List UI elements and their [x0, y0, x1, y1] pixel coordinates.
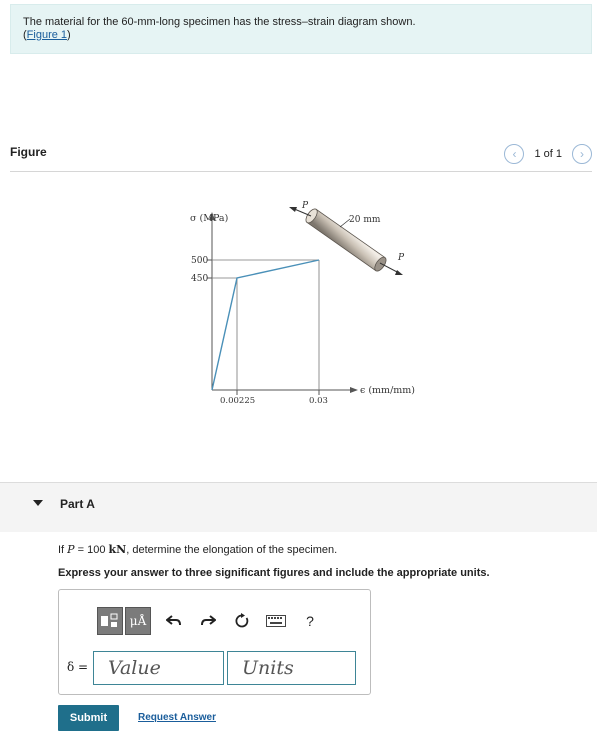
chevron-left-icon[interactable]: ‹ — [504, 144, 524, 164]
undo-icon[interactable] — [163, 610, 185, 632]
load-arrowhead-top — [289, 207, 297, 212]
value-input[interactable]: Value — [93, 651, 224, 685]
keyboard-icon[interactable] — [265, 610, 287, 632]
load-arrowhead-bottom — [395, 270, 403, 275]
diameter-label: 20 mm — [349, 215, 381, 225]
help-icon[interactable]: ? — [306, 613, 314, 629]
figure-diagram — [0, 172, 597, 472]
request-answer-link[interactable]: Request Answer — [138, 712, 216, 723]
figure-header — [10, 144, 592, 172]
problem-statement — [10, 4, 592, 54]
instruction-text: Express your answer to three significant figures and include the appropriate units. — [58, 567, 490, 579]
x-tick-label-003: 0.03 — [309, 396, 328, 406]
x-axis-label: ϵ (mm/mm) — [360, 385, 415, 396]
figure-link[interactable]: Figure 1 — [26, 29, 68, 41]
answer-box — [58, 589, 371, 695]
answer-toolbar — [97, 607, 321, 635]
chevron-right-icon[interactable]: › — [572, 144, 592, 164]
units-input[interactable]: Units — [227, 651, 356, 685]
units-icon[interactable]: μÅ — [125, 607, 151, 635]
templates-icon[interactable] — [97, 607, 123, 635]
y-axis-label: σ (MPa) — [190, 213, 229, 224]
y-tick-label-450: 450 — [191, 274, 209, 284]
part-title: Part A — [60, 497, 95, 511]
load-label-bottom: P — [398, 253, 405, 263]
stress-strain-curve — [212, 260, 319, 390]
figure-link-line: (Figure 1) — [23, 29, 71, 41]
figure-pager — [504, 144, 592, 164]
load-label-top: P — [302, 201, 309, 211]
specimen-cylinder — [289, 207, 403, 275]
submit-button[interactable]: Submit — [58, 705, 119, 731]
answer-symbol: δ = — [67, 660, 89, 674]
question-text: If P = 100 kN, determine the elongation of the specimen. — [58, 543, 338, 556]
stress-strain-diagram — [0, 172, 597, 472]
part-a-header[interactable] — [0, 482, 597, 532]
x-axis-arrow — [350, 387, 358, 393]
x-tick-label-00225: 0.00225 — [220, 396, 256, 406]
figure-title: Figure — [10, 145, 47, 159]
caret-down-icon[interactable] — [33, 500, 43, 506]
y-tick-label-500: 500 — [191, 256, 209, 266]
pager-text: 1 of 1 — [534, 148, 562, 160]
reset-icon[interactable] — [231, 610, 253, 632]
problem-text: The material for the 60-mm-long specimen has the stress–strain diagram shown. — [23, 16, 416, 28]
redo-icon[interactable] — [197, 610, 219, 632]
